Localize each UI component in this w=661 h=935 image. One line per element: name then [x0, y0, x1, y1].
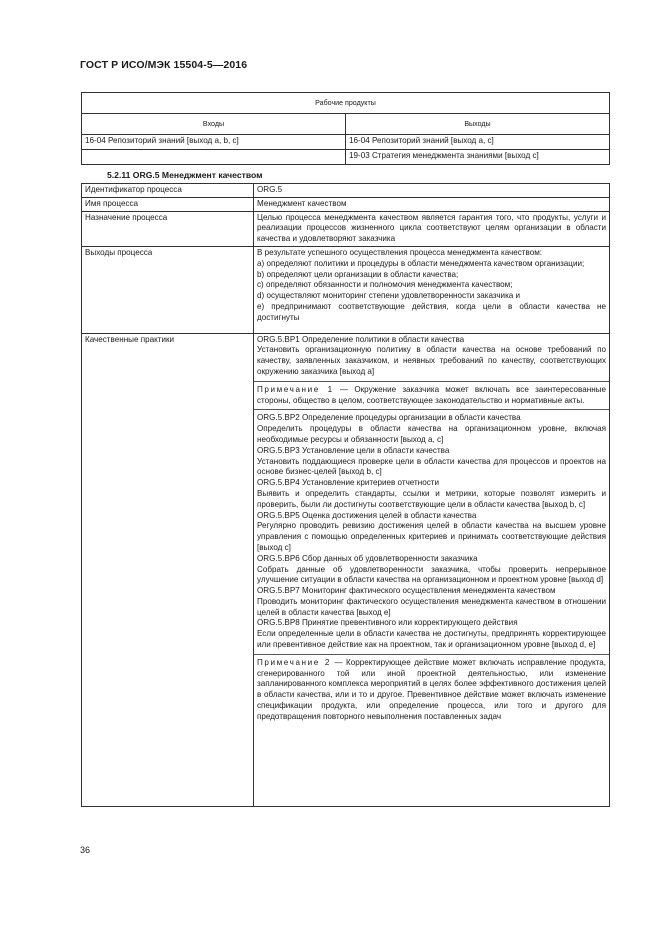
practice-title: ORG.5.BP3 Установление цели в области качества — [257, 445, 450, 455]
practice-text: Собрать данные об удовлетворенности заказчика, чтобы проверить непрерывное улучшение ситуации в области качества на организационном и проектном уровне [выход d] — [257, 564, 606, 585]
outcome-line: c) определяют обязанности и полномочия менеджмента качеством; — [257, 280, 513, 290]
practice-title: ORG.5.BP5 Оценка достижения целей в области качества — [257, 510, 477, 520]
process-purpose-value: Целью процесса менеджмента качеством является гарантия того, что продукты, услуги и реализации процессов жизненного цикла соответствуют целям организации в области качества и удовлетворяют заказчика — [254, 211, 610, 246]
outcome-line: a) определяют политики и процедуры в области менеджмента качеством организации; — [257, 258, 585, 268]
process-outcomes-label: Выходы процесса — [82, 246, 254, 333]
output-cell: 19-03 Стратегия менеджмента знаниями [выход c] — [346, 150, 610, 165]
practice-text: Регулярно проводить ревизию достижения целей в области качества на высшем уровне управления с помощью определенных критериев и принимать соответствующие действия [выход c] — [257, 521, 606, 552]
practice-title: ORG.5.BP7 Мониторинг фактического осуществления менеджмента качеством — [257, 586, 556, 596]
input-cell — [82, 150, 346, 165]
output-cell: 16-04 Репозиторий знаний [выход a, c] — [346, 135, 610, 150]
note-divider — [254, 381, 609, 382]
note-1 — [257, 385, 606, 407]
process-outcomes-value — [254, 246, 610, 333]
practice-title: ORG.5.BP4 Установление критериев отчетности — [257, 478, 439, 488]
work-products-caption: Рабочие продукты — [82, 93, 610, 114]
table-row — [82, 197, 610, 211]
note-2-text: — Корректирующее действие может включать исправление продукта, сгенерированного той или иной проектной деятельностью, или изменение запланированного комплекса мероприятий в целях более эффективного достижения целей в области качества, или и то и другое. Превентивное действие может включать изменение спецификации продукта, или определение процесса, или того и другого для предотвращения повторного невыполнения поставленных задач — [257, 657, 606, 721]
section-heading: 5.2.11 ORG.5 Менеджмент качеством — [107, 170, 263, 180]
practice-text: Определить процедуры в области качества на организационном уровне, включая необходимые ресурсы и обязанности [выход a, c] — [257, 424, 606, 444]
practice-text: Выявить и определить стандарты, ссылки и метрики, которые позволят измерить и проверить, были ли достигнуты соответствующие цели в области качества [выход b, c] — [257, 488, 606, 509]
outcome-line: В результате успешного осуществления процесса менеджмента качеством: — [257, 247, 543, 257]
work-products-table — [81, 92, 610, 165]
outcome-line: b) определяют цели организации в области качества; — [257, 269, 459, 279]
practice-title: ORG.5.BP2 Определение процедуры организации в области качества — [257, 413, 521, 423]
input-cell: 16-04 Репозиторий знаний [выход a, b, c] — [82, 135, 346, 150]
note-2-label: Примечание 2 — [257, 657, 332, 667]
process-practices-value — [254, 333, 610, 806]
note-1-label: Примечание 1 — [257, 384, 334, 394]
process-purpose-label: Назначение процесса — [82, 211, 254, 246]
practice-text: Установить поддающиеся проверке цели в области качества для процессов и проектов на основе бизнес-целей [выход b, c] — [257, 456, 606, 477]
process-id-label: Идентификатор процесса — [82, 184, 254, 198]
outcome-line: d) осуществляют мониторинг степени удовлетворенности заказчика и — [257, 291, 521, 301]
note-divider — [254, 409, 609, 410]
table-row — [82, 333, 610, 806]
inputs-header: Входы — [82, 114, 346, 135]
practice-text: Проводить мониторинг фактического осуществления менеджмента качеством в отношении целей в области качества [выход e] — [257, 596, 606, 617]
table-row — [82, 150, 610, 165]
note-1-text: — Окружение заказчика может включать все заинтересованные стороны, общество в целом, соответствующее законодательство и нормативные акты. — [257, 384, 606, 405]
practice-title: ORG.5.BP8 Принятие превентивного или корректирующего действия — [257, 618, 518, 628]
page-number: 36 — [80, 845, 91, 855]
practice-text: Установить организационную политику в области качества на основе требований по качеству, заявленных заказчиком, и неявных требований по качеству, соответствующих окружению заказчика [выход a] — [257, 345, 606, 376]
process-id-value: ORG.5 — [254, 184, 610, 198]
table-row — [82, 184, 610, 198]
practice-title: ORG.5.BP6 Сбор данных об удовлетворенности заказчика — [257, 553, 478, 563]
outputs-header: Выходы — [346, 114, 610, 135]
table-row — [82, 246, 610, 333]
outcome-line: e) предпринимают соответствующие действия, когда цели в области качества не достигнуты — [257, 301, 606, 322]
process-practices-label: Качественные практики — [82, 333, 254, 806]
practice-title: ORG.5.BP1 Определение политики в области качества — [257, 334, 465, 344]
process-name-label: Имя процесса — [82, 197, 254, 211]
table-row — [82, 211, 610, 246]
document-title: ГОСТ Р ИСО/МЭК 15504-5—2016 — [80, 59, 248, 71]
table-row — [82, 135, 610, 150]
note-2 — [257, 658, 606, 723]
note-divider — [254, 654, 609, 655]
process-name-value: Менеджмент качеством — [254, 197, 610, 211]
practice-text: Если определенные цели в области качества не достигнуты, предпринять корректирующее или превентивное действие как на проектном, так и организационном уровне [выход d, e] — [257, 629, 606, 650]
process-table — [81, 183, 610, 807]
